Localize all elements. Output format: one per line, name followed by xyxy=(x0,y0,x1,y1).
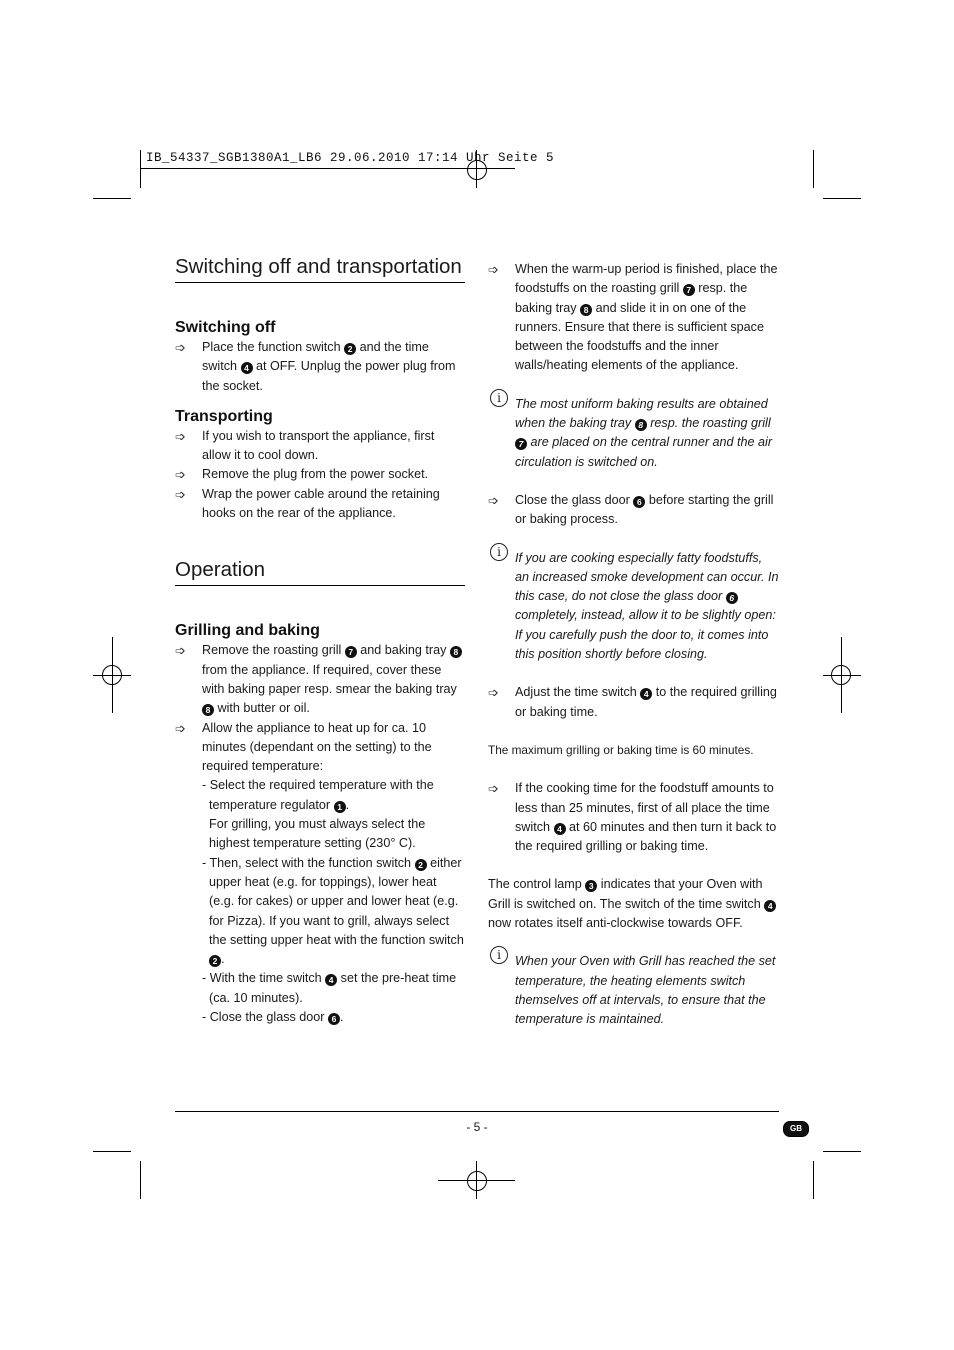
heading-grilling-and-baking: Grilling and baking xyxy=(175,622,320,640)
number-badge: 2 xyxy=(209,955,221,967)
number-badge: 4 xyxy=(764,900,776,912)
number-badge: 6 xyxy=(726,592,738,604)
info-note: i When your Oven with Grill has reached the set temperature, the heating elements switch themselves off at intervals, to ensure that the temperature is maintained. xyxy=(488,952,779,1029)
arrow-icon: ➩ xyxy=(488,492,499,508)
sub-list-item: - Then, select with the function switch 2 either upper heat (e.g. for toppings), lower heat (e.g. for cakes) or upper and lower heat (e.g. for Pizza). If you want to grill, always select the setting upper heat with the function switch 2 . xyxy=(202,855,464,967)
number-badge: 4 xyxy=(640,688,652,700)
list-item: ➩ Wrap the power cable around the retaining hooks on the rear of the appliance. xyxy=(175,486,440,521)
number-badge: 8 xyxy=(450,646,462,658)
crop-mark xyxy=(140,1161,141,1199)
list-item: ➩ Adjust the time switch 4 to the required grilling or baking time. xyxy=(488,685,777,719)
arrow-icon: ➩ xyxy=(175,467,186,483)
list-item: ➩ Remove the plug from the power socket. xyxy=(175,465,465,484)
section-title-switching-off-transportation: Switching off and transportation xyxy=(175,254,465,283)
slug-underline xyxy=(140,168,515,169)
number-badge: 8 xyxy=(202,704,214,716)
list-item: ➩ Allow the appliance to heat up for ca. 10 minutes (dependant on the setting) to the required temperature: xyxy=(175,720,432,774)
registration-mark xyxy=(467,1171,487,1191)
number-badge: 8 xyxy=(580,304,592,316)
language-badge: GB xyxy=(783,1121,809,1137)
footer-rule xyxy=(175,1111,779,1112)
arrow-icon: ➩ xyxy=(488,685,499,701)
number-badge: 8 xyxy=(635,419,647,431)
print-slug: IB_54337_SGB1380A1_LB6 29.06.2010 17:14 Uhr Seite 5 xyxy=(146,151,555,165)
list-item: ➩ When the warm-up period is finished, place the foodstuffs on the roasting grill 7 resp. the baking tray 8 and slide it in on one of the runners. Ensure that there is sufficient space between the foodstuffs and the inner walls/heating elements of the appliance. xyxy=(488,262,778,373)
number-badge: 4 xyxy=(241,362,253,374)
info-icon: i xyxy=(490,543,508,561)
paragraph: The control lamp 3 indicates that your Oven with Grill is switched on. The switch of the time switch 4 now rotates itself anti-clockwise towards OFF. xyxy=(488,875,779,933)
arrow-icon: ➩ xyxy=(488,781,499,797)
sub-list-item: - With the time switch 4 set the pre-heat time (ca. 10 minutes). xyxy=(202,971,457,1005)
number-badge: 7 xyxy=(683,284,695,296)
number-badge: 2 xyxy=(344,343,356,355)
crop-mark xyxy=(823,1151,861,1152)
number-badge: 4 xyxy=(554,823,566,835)
info-note: i If you are cooking especially fatty foodstuffs, an increased smoke development can occur. In this case, do not close the glass door 6 completely, instead, allow it to be slightly open: If you carefully push the door to, it comes into this position shortly before closing. xyxy=(488,549,779,665)
heading-transporting: Transporting xyxy=(175,407,273,425)
list-item: ➩ Remove the roasting grill 7 and baking tray 8 from the appliance. If required, cover these with baking paper resp. smear the baking tray 8 with butter or oil. xyxy=(175,641,465,718)
registration-mark xyxy=(102,665,122,685)
crop-mark xyxy=(93,198,131,199)
arrow-icon: ➩ xyxy=(488,262,499,277)
list-item: ➩ Close the glass door 6 before starting the grill or baking process. xyxy=(488,492,774,527)
arrow-icon: ➩ xyxy=(175,428,186,444)
arrow-icon: ➩ xyxy=(175,340,186,355)
arrow-icon: ➩ xyxy=(175,486,186,502)
list-item: ➩ If you wish to transport the appliance, first allow it to cool down. xyxy=(175,428,435,463)
arrow-icon: ➩ xyxy=(175,643,186,659)
crop-mark xyxy=(93,1151,131,1152)
section-title-operation: Operation xyxy=(175,557,465,586)
list-item: ➩ If the cooking time for the foodstuff amounts to less than 25 minutes, first of all place the time switch 4 at 60 minutes and then turn it back to the required grilling or baking time. xyxy=(488,781,777,854)
info-icon: i xyxy=(490,389,508,407)
number-badge: 6 xyxy=(328,1013,340,1025)
sub-list-item: - Close the glass door 6 . xyxy=(202,1010,344,1025)
number-badge: 6 xyxy=(633,496,645,508)
crop-mark xyxy=(140,150,141,188)
list-item: ➩ Place the function switch 2 and the time switch 4 at OFF. Unplug the power plug from the socket. xyxy=(175,340,456,393)
crop-mark xyxy=(813,1161,814,1199)
info-note: i The most uniform baking results are obtained when the baking tray 8 resp. the roasting grill 7 are placed on the central runner and the air circulation is switched on. xyxy=(488,395,779,472)
sub-list-item: - Select the required temperature with the temperature regulator 1 . For grilling, you must always select the highest temperature setting (230° C). xyxy=(202,778,434,851)
left-column xyxy=(175,254,465,1027)
number-badge: 4 xyxy=(325,974,337,986)
number-badge: 1 xyxy=(334,801,346,813)
number-badge: 7 xyxy=(515,438,527,450)
note-text: The maximum grilling or baking time is 60 minutes. xyxy=(488,742,754,757)
right-column xyxy=(488,260,779,1030)
page-number: - 5 - xyxy=(466,1120,488,1134)
crop-mark xyxy=(813,150,814,188)
number-badge: 2 xyxy=(415,859,427,871)
number-badge: 7 xyxy=(345,646,357,658)
heading-switching-off: Switching off xyxy=(175,319,276,336)
arrow-icon: ➩ xyxy=(175,720,186,736)
crop-mark xyxy=(823,198,861,199)
registration-mark xyxy=(831,665,851,685)
number-badge: 3 xyxy=(585,880,597,892)
info-icon: i xyxy=(490,946,508,964)
